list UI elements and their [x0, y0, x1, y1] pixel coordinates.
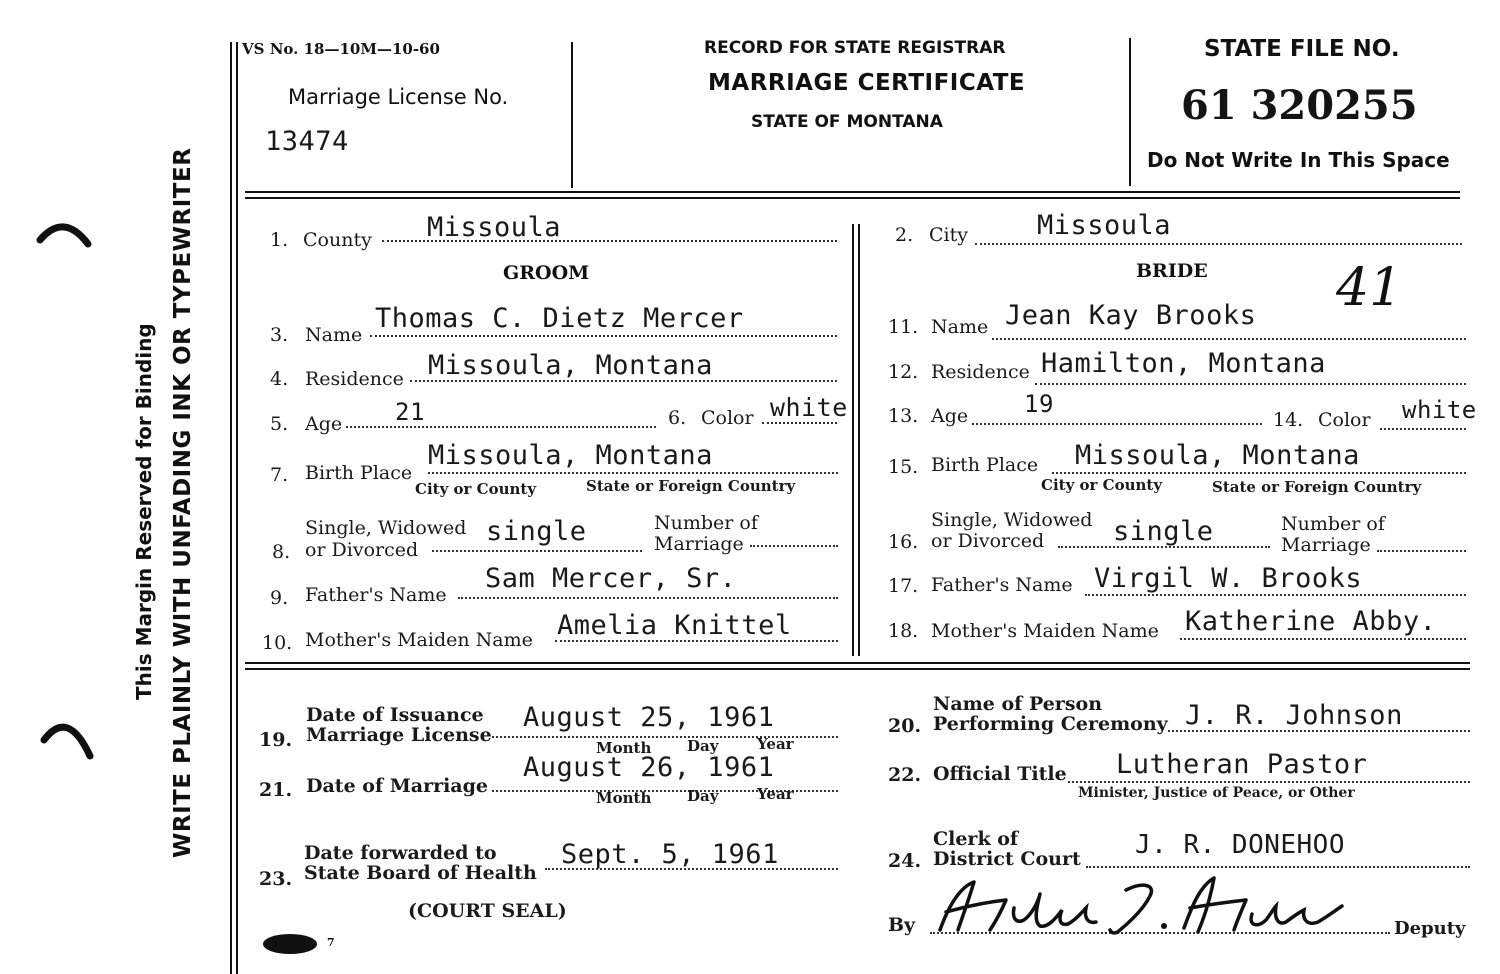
bride-marital-value: single [1113, 516, 1214, 547]
bride-father-num: 17. [888, 575, 919, 597]
license-label: Marriage License No. [288, 85, 509, 109]
bride-mother-label: Mother's Maiden Name [931, 620, 1159, 642]
bride-mother-value: Katherine Abby. [1185, 606, 1437, 637]
groom-father-value: Sam Mercer, Sr. [485, 563, 737, 594]
official-title-sub: Minister, Justice of Peace, or Other [1078, 785, 1355, 801]
form-number: VS No. 18—10M—10-60 [242, 40, 440, 58]
center-divider-left [852, 224, 854, 656]
clerk-label1: Clerk of [933, 828, 1019, 850]
ink-blot-icon [260, 930, 320, 958]
groom-birthplace-sub1: City or County [415, 480, 537, 498]
by-label: By [888, 914, 916, 936]
groom-age-value: 21 [395, 398, 425, 426]
groom-residence-num: 4. [270, 368, 289, 390]
bride-residence-num: 12. [888, 361, 919, 383]
issuance-day: Day [687, 737, 719, 755]
state-name: STATE OF MONTANA [751, 112, 943, 132]
lower-rule-bottom [245, 668, 1470, 670]
deputy-label: Deputy [1394, 918, 1466, 939]
court-seal-label: (COURT SEAL) [408, 900, 567, 922]
groom-color-num: 6. [668, 407, 687, 429]
header-rule-bottom [245, 197, 1460, 199]
bride-age-label: Age [931, 405, 969, 427]
bride-residence-label: Residence [931, 361, 1030, 383]
groom-mother-value: Amelia Knittel [557, 610, 792, 641]
deputy-signature-icon [928, 872, 1348, 942]
performer-label2: Performing Ceremony [933, 713, 1168, 735]
groom-mother-num: 10. [262, 632, 293, 654]
groom-marital-value: single [486, 516, 587, 547]
groom-father-num: 9. [270, 587, 289, 609]
bride-birthplace-sub2: State or Foreign Country [1212, 478, 1422, 496]
certificate-title: MARRIAGE CERTIFICATE [708, 70, 1026, 96]
county-label: County [303, 229, 372, 251]
bride-marital-label1: Single, Widowed [931, 509, 1093, 531]
bride-age-num: 13. [888, 405, 919, 427]
clerk-label2: District Court [933, 848, 1081, 870]
forwarded-value: Sept. 5, 1961 [561, 839, 779, 870]
bride-father-label: Father's Name [931, 574, 1073, 596]
groom-age-num: 5. [270, 413, 289, 435]
corner-mark: 7 [327, 936, 335, 949]
bride-name-value: Jean Kay Brooks [1005, 300, 1257, 331]
binding-hole-top-icon [36, 218, 92, 252]
bride-residence-value: Hamilton, Montana [1041, 348, 1326, 379]
record-for-registrar: RECORD FOR STATE REGISTRAR [704, 38, 1006, 58]
bride-mother-num: 18. [888, 620, 919, 642]
clerk-num: 24. [888, 850, 922, 872]
issuance-year: Year [757, 735, 794, 753]
bride-father-value: Virgil W. Brooks [1094, 563, 1363, 594]
bride-number-label1: Number of [1281, 513, 1385, 535]
groom-name-label: Name [305, 324, 363, 346]
left-border-line [230, 42, 232, 974]
issuance-label1: Date of Issuance [306, 704, 484, 726]
issuance-month: Month [596, 739, 652, 757]
issuance-num: 19. [259, 729, 293, 751]
left-border-line-inner [236, 42, 238, 974]
city-value: Missoula [1037, 210, 1172, 241]
header-rule-top [245, 191, 1460, 193]
bride-name-num: 11. [888, 316, 919, 338]
header-divider-2 [1129, 38, 1131, 186]
county-value: Missoula [427, 212, 562, 243]
groom-residence-value: Missoula, Montana [428, 350, 713, 381]
center-divider-right [858, 224, 860, 656]
clerk-value: J. R. DONEHOO [1135, 830, 1345, 860]
groom-residence-label: Residence [305, 368, 404, 390]
forwarded-label1: Date forwarded to [304, 842, 497, 864]
marriage-date-day: Day [687, 787, 719, 805]
official-title-label: Official Title [933, 763, 1067, 785]
state-file-number: 61 320255 [1181, 82, 1418, 129]
groom-color-label: Color [701, 407, 754, 429]
forwarded-label2: State Board of Health [304, 862, 537, 884]
lower-rule-top [245, 662, 1470, 664]
groom-heading: GROOM [503, 262, 590, 284]
marriage-date-value: August 26, 1961 [523, 752, 775, 783]
groom-birthplace-label: Birth Place [305, 462, 413, 484]
groom-number-label2: Marriage [654, 533, 744, 555]
issuance-value: August 25, 1961 [523, 702, 775, 733]
groom-father-label: Father's Name [305, 584, 447, 606]
handwritten-mark: 41 [1336, 258, 1403, 318]
bride-marital-num: 16. [888, 531, 919, 553]
ink-instruction-note: WRITE PLAINLY WITH UNFADING INK OR TYPEWRITER [170, 147, 196, 858]
county-num: 1. [270, 229, 289, 251]
performer-value: J. R. Johnson [1185, 700, 1403, 731]
marriage-date-year: Year [757, 785, 794, 803]
bride-color-num: 14. [1273, 409, 1304, 431]
groom-mother-label: Mother's Maiden Name [305, 629, 533, 651]
bride-color-value: white [1402, 396, 1477, 424]
binding-hole-bottom-icon [40, 712, 96, 762]
bride-name-label: Name [931, 316, 989, 338]
bride-heading: BRIDE [1136, 260, 1208, 282]
state-file-label: STATE FILE NO. [1204, 36, 1400, 62]
bride-birthplace-sub1: City or County [1041, 476, 1163, 494]
bride-birthplace-label: Birth Place [931, 454, 1039, 476]
groom-birthplace-value: Missoula, Montana [428, 440, 713, 471]
do-not-write-note: Do Not Write In This Space [1147, 148, 1450, 172]
marriage-date-label: Date of Marriage [306, 775, 488, 797]
groom-birthplace-sub2: State or Foreign Country [586, 477, 796, 495]
bride-birthplace-value: Missoula, Montana [1075, 440, 1360, 471]
binding-margin-note: This Margin Reserved for Binding [132, 323, 156, 700]
official-title-value: Lutheran Pastor [1116, 749, 1368, 780]
marriage-date-month: Month [596, 789, 652, 807]
bride-marital-label2: or Divorced [931, 530, 1045, 552]
bride-number-label2: Marriage [1281, 534, 1371, 556]
groom-age-label: Age [305, 413, 343, 435]
groom-marital-num: 8. [272, 541, 291, 563]
groom-name-value: Thomas C. Dietz Mercer [375, 303, 744, 334]
issuance-label2: Marriage License [306, 724, 492, 746]
forwarded-num: 23. [259, 868, 293, 890]
groom-birthplace-num: 7. [270, 464, 289, 486]
city-num: 2. [895, 224, 914, 246]
header-divider-1 [571, 42, 573, 188]
performer-label1: Name of Person [933, 693, 1103, 715]
city-label: City [929, 224, 968, 246]
performer-num: 20. [888, 715, 922, 737]
official-title-num: 22. [888, 764, 922, 786]
marriage-date-num: 21. [259, 779, 293, 801]
groom-color-value: white [770, 393, 848, 422]
license-number: 13474 [265, 126, 349, 157]
bride-color-label: Color [1318, 409, 1371, 431]
groom-marital-label2: or Divorced [305, 539, 419, 561]
bride-age-value: 19 [1024, 390, 1054, 418]
bride-birthplace-num: 15. [888, 456, 919, 478]
groom-marital-label1: Single, Widowed [305, 517, 467, 539]
groom-name-num: 3. [270, 324, 289, 346]
groom-number-label1: Number of [654, 512, 758, 534]
